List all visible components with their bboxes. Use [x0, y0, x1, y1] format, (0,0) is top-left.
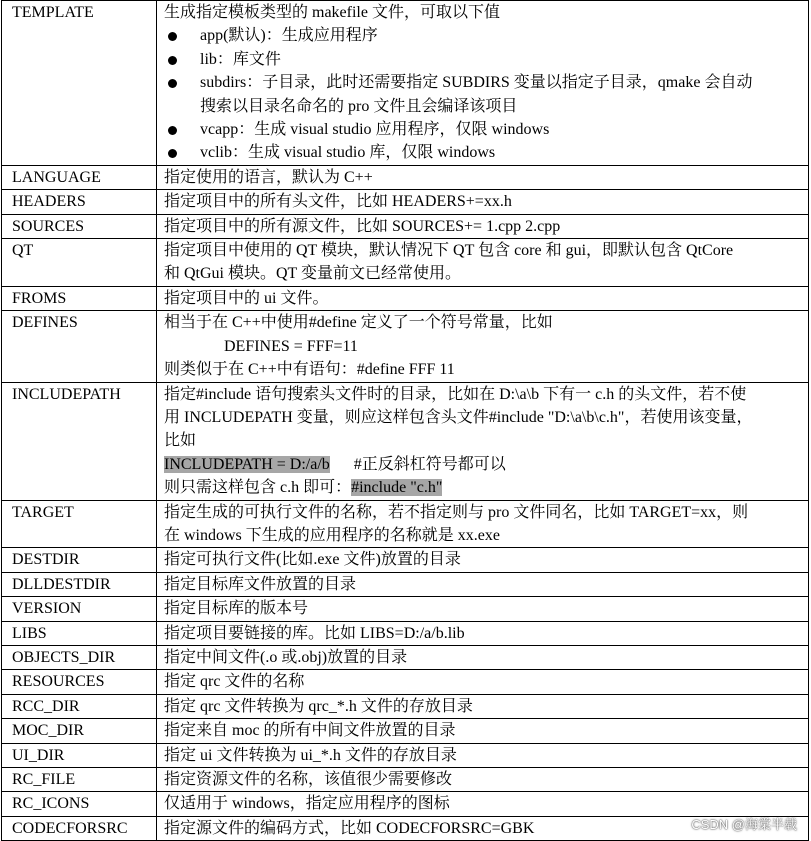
table-row: [2, 239, 809, 287]
description-line: [164, 239, 808, 262]
table-row: [2, 621, 809, 645]
line-text: 指定项目中的 ui 文件。: [164, 289, 329, 307]
description-line: [164, 190, 808, 213]
table-row: [2, 670, 809, 694]
table-row: [2, 548, 809, 572]
description-line: [164, 383, 808, 406]
variable-name: CODECFORSRC: [2, 816, 157, 840]
description-line: [164, 287, 808, 310]
variable-name: RESOURCES: [2, 670, 157, 694]
description-line: [164, 719, 808, 742]
description-line: [164, 141, 808, 164]
line-text: 指定可执行文件(比如.exe 文件)放置的目录: [164, 551, 461, 569]
description-line: [164, 476, 808, 499]
line-text: 相当于在 C++中使用#define 定义了一个符号常量，比如: [164, 314, 553, 332]
variable-description: [157, 239, 809, 287]
variable-name: TARGET: [2, 500, 157, 548]
highlighted-code: #include "c.h": [351, 479, 443, 497]
table-row: [2, 597, 809, 621]
description-line: [164, 262, 808, 285]
line-text: 指定 qrc 文件转换为 qrc_*.h 文件的存放目录: [164, 697, 473, 715]
line-text: 指定 qrc 文件的名称: [164, 673, 305, 691]
description-line: [164, 548, 808, 571]
variable-name: RC_FILE: [2, 768, 157, 792]
table-row: [2, 792, 809, 816]
variable-description: [157, 572, 809, 596]
variable-name: INCLUDEPATH: [2, 382, 157, 500]
description-line: [164, 1, 808, 24]
line-text: 和 QtGui 模块。QT 变量前文已经常使用。: [164, 265, 462, 283]
table-row: [2, 311, 809, 382]
line-text: vclib：生成 visual studio 库，仅限 windows: [200, 144, 496, 162]
description-line: [164, 429, 808, 452]
variable-description: [157, 719, 809, 743]
variable-description: [157, 743, 809, 767]
line-text: 指定源文件的编码方式，比如 CODECFORSRC=GBK: [164, 819, 535, 837]
description-line: [164, 646, 808, 669]
variable-name: TEMPLATE: [2, 1, 157, 166]
variable-name: RC_ICONS: [2, 792, 157, 816]
variable-description: [157, 548, 809, 572]
variable-name: MOC_DIR: [2, 719, 157, 743]
variable-description: [157, 645, 809, 669]
description-line: [164, 406, 808, 429]
description-line: [164, 597, 808, 620]
line-text: DEFINES = FFF=11: [224, 337, 358, 355]
description-line: [164, 48, 808, 71]
table-row: [2, 1, 809, 166]
variable-name: SOURCES: [2, 214, 157, 238]
line-text: 比如: [164, 432, 197, 450]
description-line: [164, 118, 808, 141]
variable-description: [157, 311, 809, 382]
highlighted-code: INCLUDEPATH = D:/a/b: [164, 455, 330, 473]
description-line: [164, 622, 808, 645]
line-text: 指定项目中使用的 QT 模块，默认情况下 QT 包含 core 和 gui，即默认包含 QtCore: [164, 242, 734, 260]
line-text: 指定目标库的版本号: [164, 600, 309, 618]
variable-description: [157, 768, 809, 792]
variable-description: [157, 597, 809, 621]
description-line: [164, 95, 808, 118]
description-line: [164, 744, 808, 767]
line-text: 指定项目中的所有源文件，比如 SOURCES+= 1.cpp 2.cpp: [164, 217, 561, 235]
line-text: 仅适用于 windows，指定应用程序的图标: [164, 795, 450, 813]
line-text: 指定 ui 文件转换为 ui_*.h 文件的存放目录: [164, 746, 457, 764]
description-line: [164, 166, 808, 189]
variable-name: DESTDIR: [2, 548, 157, 572]
line-text: 指定目标库文件放置的目录: [164, 575, 357, 593]
description-line: [164, 311, 808, 334]
variable-description: [157, 190, 809, 214]
variable-name: LIBS: [2, 621, 157, 645]
description-line: [164, 695, 808, 718]
table-row: [2, 572, 809, 596]
table-row: [2, 165, 809, 189]
description-line: [164, 573, 808, 596]
table-row: [2, 286, 809, 310]
line-text: 指定项目中的所有头文件，比如 HEADERS+=xx.h: [164, 193, 512, 211]
table-row: [2, 768, 809, 792]
variable-description: [157, 670, 809, 694]
line-text: 则只需这样包含 c.h 即可：: [164, 479, 352, 497]
variable-name: OBJECTS_DIR: [2, 645, 157, 669]
table-row: [2, 382, 809, 500]
line-text: 指定中间文件(.o 或.obj)放置的目录: [164, 648, 408, 666]
variable-name: VERSION: [2, 597, 157, 621]
table-row: [2, 645, 809, 669]
table-row: [2, 694, 809, 718]
variable-name: RCC_DIR: [2, 694, 157, 718]
description-line: [164, 335, 808, 358]
line-text: vcapp：生成 visual studio 应用程序，仅限 windows: [200, 121, 550, 139]
variable-description: [157, 792, 809, 816]
variable-description: [157, 1, 809, 166]
variable-description: [157, 694, 809, 718]
variable-description: [157, 286, 809, 310]
table-row: [2, 743, 809, 767]
variable-description: [157, 382, 809, 500]
description-line: [164, 71, 808, 94]
variable-description: [157, 165, 809, 189]
line-text: 搜索以目录名命名的 pro 文件且会编译该项目: [200, 97, 518, 115]
description-line: [164, 453, 808, 476]
line-text: 指定#include 语句搜索头文件时的目录，比如在 D:\a\b 下有一 c.h 的头文件，若不使: [164, 385, 747, 403]
line-text: 则类似于在 C++中有语句：#define FFF 11: [164, 361, 455, 379]
variable-description: [157, 214, 809, 238]
table-row: [2, 816, 809, 840]
line-text: 指定生成的可执行文件的名称，若不指定则与 pro 文件同名，比如 TARGET=xx，则: [164, 503, 749, 521]
description-line: [164, 24, 808, 47]
variable-name: HEADERS: [2, 190, 157, 214]
line-text: 指定来自 moc 的所有中间文件放置的目录: [164, 722, 456, 740]
variable-name: LANGUAGE: [2, 165, 157, 189]
description-line: [164, 524, 808, 547]
line-text: #正反斜杠符号都可以: [329, 455, 506, 473]
description-line: [164, 792, 808, 815]
variable-name: DEFINES: [2, 311, 157, 382]
table-row: [2, 500, 809, 548]
line-text: 在 windows 下生成的应用程序的名称就是 xx.exe: [164, 526, 500, 544]
variable-name: FROMS: [2, 286, 157, 310]
variable-name: DLLDESTDIR: [2, 572, 157, 596]
line-text: 指定资源文件的名称，该值很少需要修改: [164, 771, 453, 788]
table-row: [2, 214, 809, 238]
variable-description: [157, 621, 809, 645]
table-row: [2, 719, 809, 743]
description-line: [164, 215, 808, 238]
line-text: subdirs：子目录，此时还需要指定 SUBDIRS 变量以指定子目录，qmake 会自动: [200, 74, 753, 92]
variable-name: UI_DIR: [2, 743, 157, 767]
qmake-variables-table: [1, 0, 809, 841]
line-text: 指定使用的语言，默认为 C++: [164, 168, 373, 186]
description-line: [164, 501, 808, 524]
line-text: app(默认)：生成应用程序: [200, 27, 378, 45]
variable-name: QT: [2, 239, 157, 287]
line-text: 生成指定模板类型的 makefile 文件，可取以下值: [164, 4, 500, 21]
line-text: 用 INCLUDEPATH 变量，则应这样包含头文件#include "D:\a\b\c.h"，若使用该变量，: [164, 408, 753, 426]
table-row: [2, 190, 809, 214]
line-text: lib：库文件: [200, 50, 281, 68]
description-line: [164, 768, 808, 791]
description-line: [164, 358, 808, 381]
description-line: [164, 670, 808, 693]
line-text: 指定项目要链接的库。比如 LIBS=D:/a/b.lib: [164, 624, 465, 642]
watermark: CSDN @海棠半载: [691, 817, 797, 832]
variable-description: [157, 500, 809, 548]
